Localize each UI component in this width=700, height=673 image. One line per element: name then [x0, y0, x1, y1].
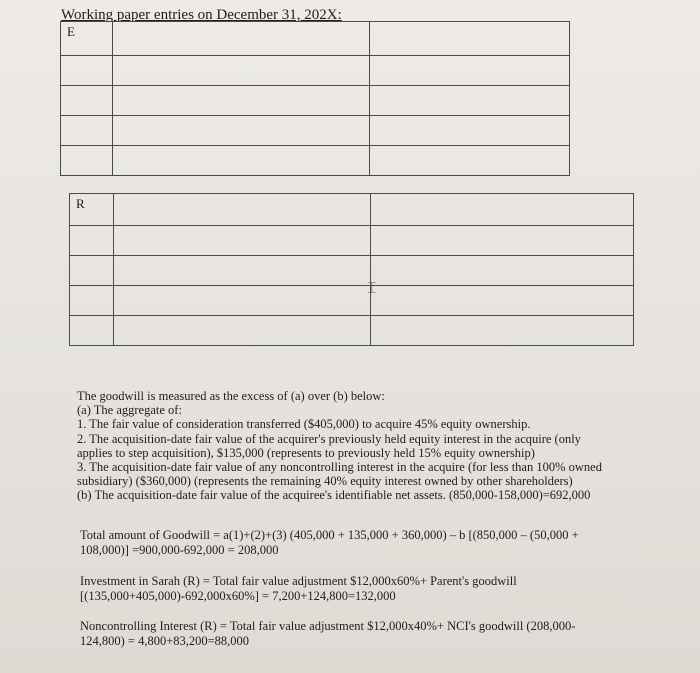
goodwill-calc-line-2: 108,000)] =900,000-692,000 = 208,000	[80, 542, 279, 557]
table-e-cell[interactable]	[112, 22, 369, 56]
table-e-cell	[61, 146, 113, 176]
table-e-cell	[61, 116, 113, 146]
investment-calc-line-1: Investment in Sarah (R) = Total fair value adjustment $12,000x60%+ Parent's goodwill	[80, 574, 517, 588]
table-r-cell[interactable]	[113, 256, 371, 286]
working-paper-table-r	[69, 193, 634, 346]
table-r-cell	[70, 286, 114, 316]
nci-calc-line-1: Noncontrolling Interest (R) = Total fair value adjustment $12,000x40%+ NCI's goodwill (208,000-	[80, 619, 576, 633]
table-r-label: R	[70, 194, 114, 226]
table-r-cell[interactable]	[113, 286, 371, 316]
nci-calculation	[80, 619, 640, 648]
table-e-cell[interactable]	[112, 56, 369, 86]
table-r-cell[interactable]	[371, 256, 634, 286]
investment-calculation	[80, 574, 640, 603]
explanation-item-3-line-1: 3. The acquisition-date fair value of any noncontrolling interest in the acquire (for less than 100% owned	[77, 460, 602, 475]
explanation-item-2-line-1: 2. The acquisition-date fair value of the acquirer's previously held equity interest in the acquire (only	[77, 431, 581, 446]
explanation-b-line: (b) The acquisition-date fair value of the acquiree's identifiable net assets. (850,000-158,000)=692,000	[77, 488, 591, 503]
table-r-cell[interactable]	[371, 286, 634, 316]
goodwill-calc-line-1: Total amount of Goodwill = a(1)+(2)+(3) (405,000 + 135,000 + 360,000) – b [(850,000 – (50,000 +	[80, 528, 579, 542]
table-e-cell[interactable]	[370, 56, 570, 86]
table-e-cell[interactable]	[370, 116, 570, 146]
goodwill-calculation	[80, 528, 640, 557]
explanation-item-1: 1. The fair value of consideration transferred ($405,000) to acquire 45% equity ownership.	[77, 417, 531, 432]
page-title: Working paper entries on December 31, 202X:	[61, 7, 342, 23]
table-e-cell[interactable]	[112, 86, 369, 116]
table-e-cell	[61, 86, 113, 116]
table-r-cell[interactable]	[371, 226, 634, 256]
table-e-cell	[61, 56, 113, 86]
table-e-cell[interactable]	[112, 146, 369, 176]
goodwill-explanation	[77, 389, 667, 503]
table-r-cell[interactable]	[113, 316, 371, 346]
table-e-cell[interactable]	[370, 22, 570, 56]
table-r-cell[interactable]	[371, 194, 634, 226]
table-e-label: E	[61, 22, 113, 56]
text-cursor-icon: ⌶	[367, 280, 377, 297]
explanation-item-2-line-2: applies to step acquisition), $135,000 (represents to previously held 15% equity ownership)	[77, 445, 535, 460]
table-r-cell	[70, 226, 114, 256]
table-r-cell[interactable]	[371, 316, 634, 346]
table-r-cell	[70, 316, 114, 346]
table-e-cell[interactable]	[112, 116, 369, 146]
table-r-cell	[70, 256, 114, 286]
working-paper-table-e	[60, 21, 570, 176]
explanation-intro: The goodwill is measured as the excess of (a) over (b) below:	[77, 389, 385, 403]
table-e-cell[interactable]	[370, 86, 570, 116]
table-r-cell[interactable]	[113, 194, 371, 226]
table-r-cell[interactable]	[113, 226, 371, 256]
investment-calc-line-2: [(135,000+405,000)-692,000x60%] = 7,200+124,800=132,000	[80, 588, 396, 603]
nci-calc-line-2: 124,800) = 4,800+83,200=88,000	[80, 633, 250, 648]
table-e-cell[interactable]	[370, 146, 570, 176]
explanation-a-heading: (a) The aggregate of:	[77, 403, 182, 418]
explanation-item-3-line-2: subsidiary) ($360,000) (represents the remaining 40% equity interest owned by other shareholders)	[77, 474, 573, 489]
